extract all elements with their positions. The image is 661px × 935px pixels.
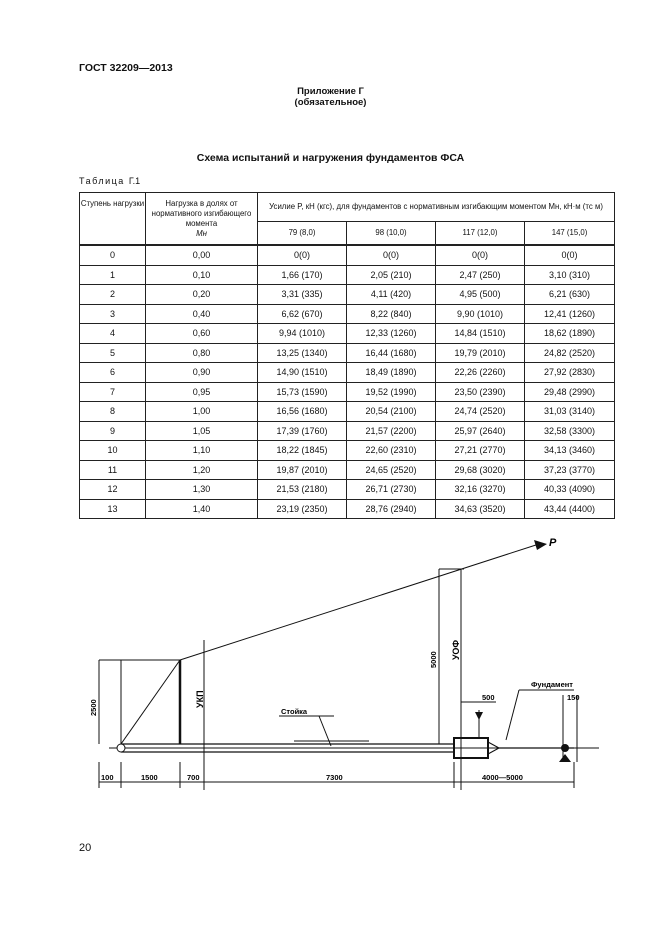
dim-700: 700 — [187, 773, 200, 782]
table-cell: 2 — [80, 285, 146, 305]
table-row — [80, 363, 615, 383]
dim-4000-5000: 4000—5000 — [482, 773, 523, 782]
table-cell: 10 — [80, 441, 146, 461]
table-cell: 18,22 (1845) — [258, 441, 347, 461]
table-cell: 1,30 — [146, 480, 258, 500]
table-cell: 7 — [80, 382, 146, 402]
table-row — [80, 382, 615, 402]
table-cell: 0,60 — [146, 324, 258, 344]
table-cell: 4,95 (500) — [436, 285, 525, 305]
table-cell: 19,79 (2010) — [436, 343, 525, 363]
table-cell: 13,25 (1340) — [258, 343, 347, 363]
appendix-note: (обязательное) — [294, 97, 367, 108]
header-moment: 117 (12,0) — [436, 222, 525, 246]
dim-2500: 2500 — [89, 699, 98, 716]
header-moment: 147 (15,0) — [525, 222, 615, 246]
table-cell: 1,10 — [146, 441, 258, 461]
table-cell: 3,10 (310) — [525, 265, 615, 285]
table-cell: 28,76 (2940) — [347, 499, 436, 519]
table-row — [80, 343, 615, 363]
table-cell: 23,50 (2390) — [436, 382, 525, 402]
table-label-number: Г.1 — [128, 176, 141, 186]
table-cell: 1,40 — [146, 499, 258, 519]
table-cell: 0(0) — [436, 245, 525, 265]
table-cell: 22,26 (2260) — [436, 363, 525, 383]
diagonal-strut — [121, 660, 180, 744]
table-cell: 1,20 — [146, 460, 258, 480]
scheme-title: Схема испытаний и нагружения фундаментов ФСА — [196, 152, 465, 164]
table-cell: 19,87 (2010) — [258, 460, 347, 480]
table-cell: 0 — [80, 245, 146, 265]
table-row — [80, 304, 615, 324]
table-cell: 16,56 (1680) — [258, 402, 347, 422]
table-cell: 37,23 (3770) — [525, 460, 615, 480]
dim-100: 100 — [101, 773, 114, 782]
table-cell: 6,62 (670) — [258, 304, 347, 324]
table-cell: 0,20 — [146, 285, 258, 305]
header-force-group: Усилие P, кН (кгс), для фундаментов с нормативным изгибающим моментом Mн, кН·м (тс м) — [258, 193, 615, 222]
table-cell: 0,80 — [146, 343, 258, 363]
table-row — [80, 285, 615, 305]
header-load-share — [146, 193, 258, 246]
table-row — [80, 402, 615, 422]
table-cell: 9,94 (1010) — [258, 324, 347, 344]
table-cell: 40,33 (4090) — [525, 480, 615, 500]
table-cell: 32,16 (3270) — [436, 480, 525, 500]
table-cell: 2,05 (210) — [347, 265, 436, 285]
table-cell: 9,90 (1010) — [436, 304, 525, 324]
table-cell: 0,90 — [146, 363, 258, 383]
table-cell: 12,33 (1260) — [347, 324, 436, 344]
table-row — [80, 441, 615, 461]
table-row — [80, 460, 615, 480]
table-cell: 0(0) — [525, 245, 615, 265]
hinge-circle — [117, 744, 125, 752]
support-triangle — [559, 754, 571, 762]
table-cell: 1,66 (170) — [258, 265, 347, 285]
table-cell: 8 — [80, 402, 146, 422]
table-cell: 2,47 (250) — [436, 265, 525, 285]
appendix-title: Приложение Г — [297, 86, 364, 97]
table-cell: 21,57 (2200) — [347, 421, 436, 441]
table-cell: 9 — [80, 421, 146, 441]
foundation-tip-bottom — [488, 748, 499, 754]
table-cell: 20,54 (2100) — [347, 402, 436, 422]
table-cell: 29,48 (2990) — [525, 382, 615, 402]
header-step: Ступень нагрузки — [80, 193, 146, 246]
header-moment: 79 (8,0) — [258, 222, 347, 246]
table-cell: 0,95 — [146, 382, 258, 402]
table-cell: 12 — [80, 480, 146, 500]
table-cell: 27,92 (2830) — [525, 363, 615, 383]
foundation-tip-top — [488, 742, 499, 748]
table-row — [80, 499, 615, 519]
table-cell: 27,21 (2770) — [436, 441, 525, 461]
table-cell: 24,82 (2520) — [525, 343, 615, 363]
table-cell: 5 — [80, 343, 146, 363]
table-cell: 24,65 (2520) — [347, 460, 436, 480]
table-label — [79, 176, 140, 186]
table-cell: 3,31 (335) — [258, 285, 347, 305]
force-line — [180, 544, 539, 660]
table-cell: 0,00 — [146, 245, 258, 265]
dim-150: 150 — [567, 693, 580, 702]
table-cell: 6 — [80, 363, 146, 383]
table-row — [80, 265, 615, 285]
table-cell: 22,60 (2310) — [347, 441, 436, 461]
table-cell: 17,39 (1760) — [258, 421, 347, 441]
uof-label: УОФ — [451, 639, 461, 660]
table-cell: 0(0) — [258, 245, 347, 265]
ukp-label: УКП — [195, 690, 205, 708]
table-cell: 0,10 — [146, 265, 258, 285]
dim-500: 500 — [482, 693, 495, 702]
table-cell: 13 — [80, 499, 146, 519]
page-number: 20 — [79, 842, 92, 854]
dim-7300: 7300 — [326, 773, 343, 782]
post-label: Стойка — [281, 707, 308, 716]
table-cell: 21,53 (2180) — [258, 480, 347, 500]
table-cell: 18,62 (1890) — [525, 324, 615, 344]
test-scheme-diagram — [79, 530, 609, 800]
dim-5000: 5000 — [429, 651, 438, 668]
table-cell: 4,11 (420) — [347, 285, 436, 305]
table-cell: 1,00 — [146, 402, 258, 422]
table-cell: 8,22 (840) — [347, 304, 436, 324]
header-moment: 98 (10,0) — [347, 222, 436, 246]
header-load-share-text: Нагрузка в долях от нормативного изгибающего момента — [151, 199, 252, 228]
table-cell: 26,71 (2730) — [347, 480, 436, 500]
table-cell: 23,19 (2350) — [258, 499, 347, 519]
foundation-leader — [506, 690, 519, 740]
table-row — [80, 421, 615, 441]
table-cell: 25,97 (2640) — [436, 421, 525, 441]
table-cell: 34,63 (3520) — [436, 499, 525, 519]
table-cell: 16,44 (1680) — [347, 343, 436, 363]
table-cell: 18,49 (1890) — [347, 363, 436, 383]
table-body — [80, 245, 615, 519]
force-arrowhead — [534, 540, 547, 550]
table-cell: 15,73 (1590) — [258, 382, 347, 402]
table-cell: 14,90 (1510) — [258, 363, 347, 383]
table-row — [80, 480, 615, 500]
table-cell: 29,68 (3020) — [436, 460, 525, 480]
table-cell: 24,74 (2520) — [436, 402, 525, 422]
table-cell: 12,41 (1260) — [525, 304, 615, 324]
table-cell: 31,03 (3140) — [525, 402, 615, 422]
table-label-prefix: Таблица — [79, 176, 125, 186]
table-cell: 3 — [80, 304, 146, 324]
table-cell: 43,44 (4400) — [525, 499, 615, 519]
table-cell: 1,05 — [146, 421, 258, 441]
support-circle — [561, 744, 569, 752]
table-row — [80, 324, 615, 344]
load-arrowhead — [475, 712, 483, 720]
table-cell: 32,58 (3300) — [525, 421, 615, 441]
dim-1500: 1500 — [141, 773, 158, 782]
table-cell: 19,52 (1990) — [347, 382, 436, 402]
table-cell: 6,21 (630) — [525, 285, 615, 305]
force-label: P — [549, 537, 557, 549]
foundation-label: Фундамент — [531, 680, 573, 689]
table-cell: 0(0) — [347, 245, 436, 265]
load-table — [79, 192, 615, 519]
table-row — [80, 245, 615, 265]
table-cell: 34,13 (3460) — [525, 441, 615, 461]
table-cell: 14,84 (1510) — [436, 324, 525, 344]
table-cell: 4 — [80, 324, 146, 344]
table-cell: 1 — [80, 265, 146, 285]
table-cell: 0,40 — [146, 304, 258, 324]
table-cell: 11 — [80, 460, 146, 480]
header-load-share-symbol: Mн — [196, 229, 207, 238]
standard-header: ГОСТ 32209—2013 — [79, 62, 173, 74]
